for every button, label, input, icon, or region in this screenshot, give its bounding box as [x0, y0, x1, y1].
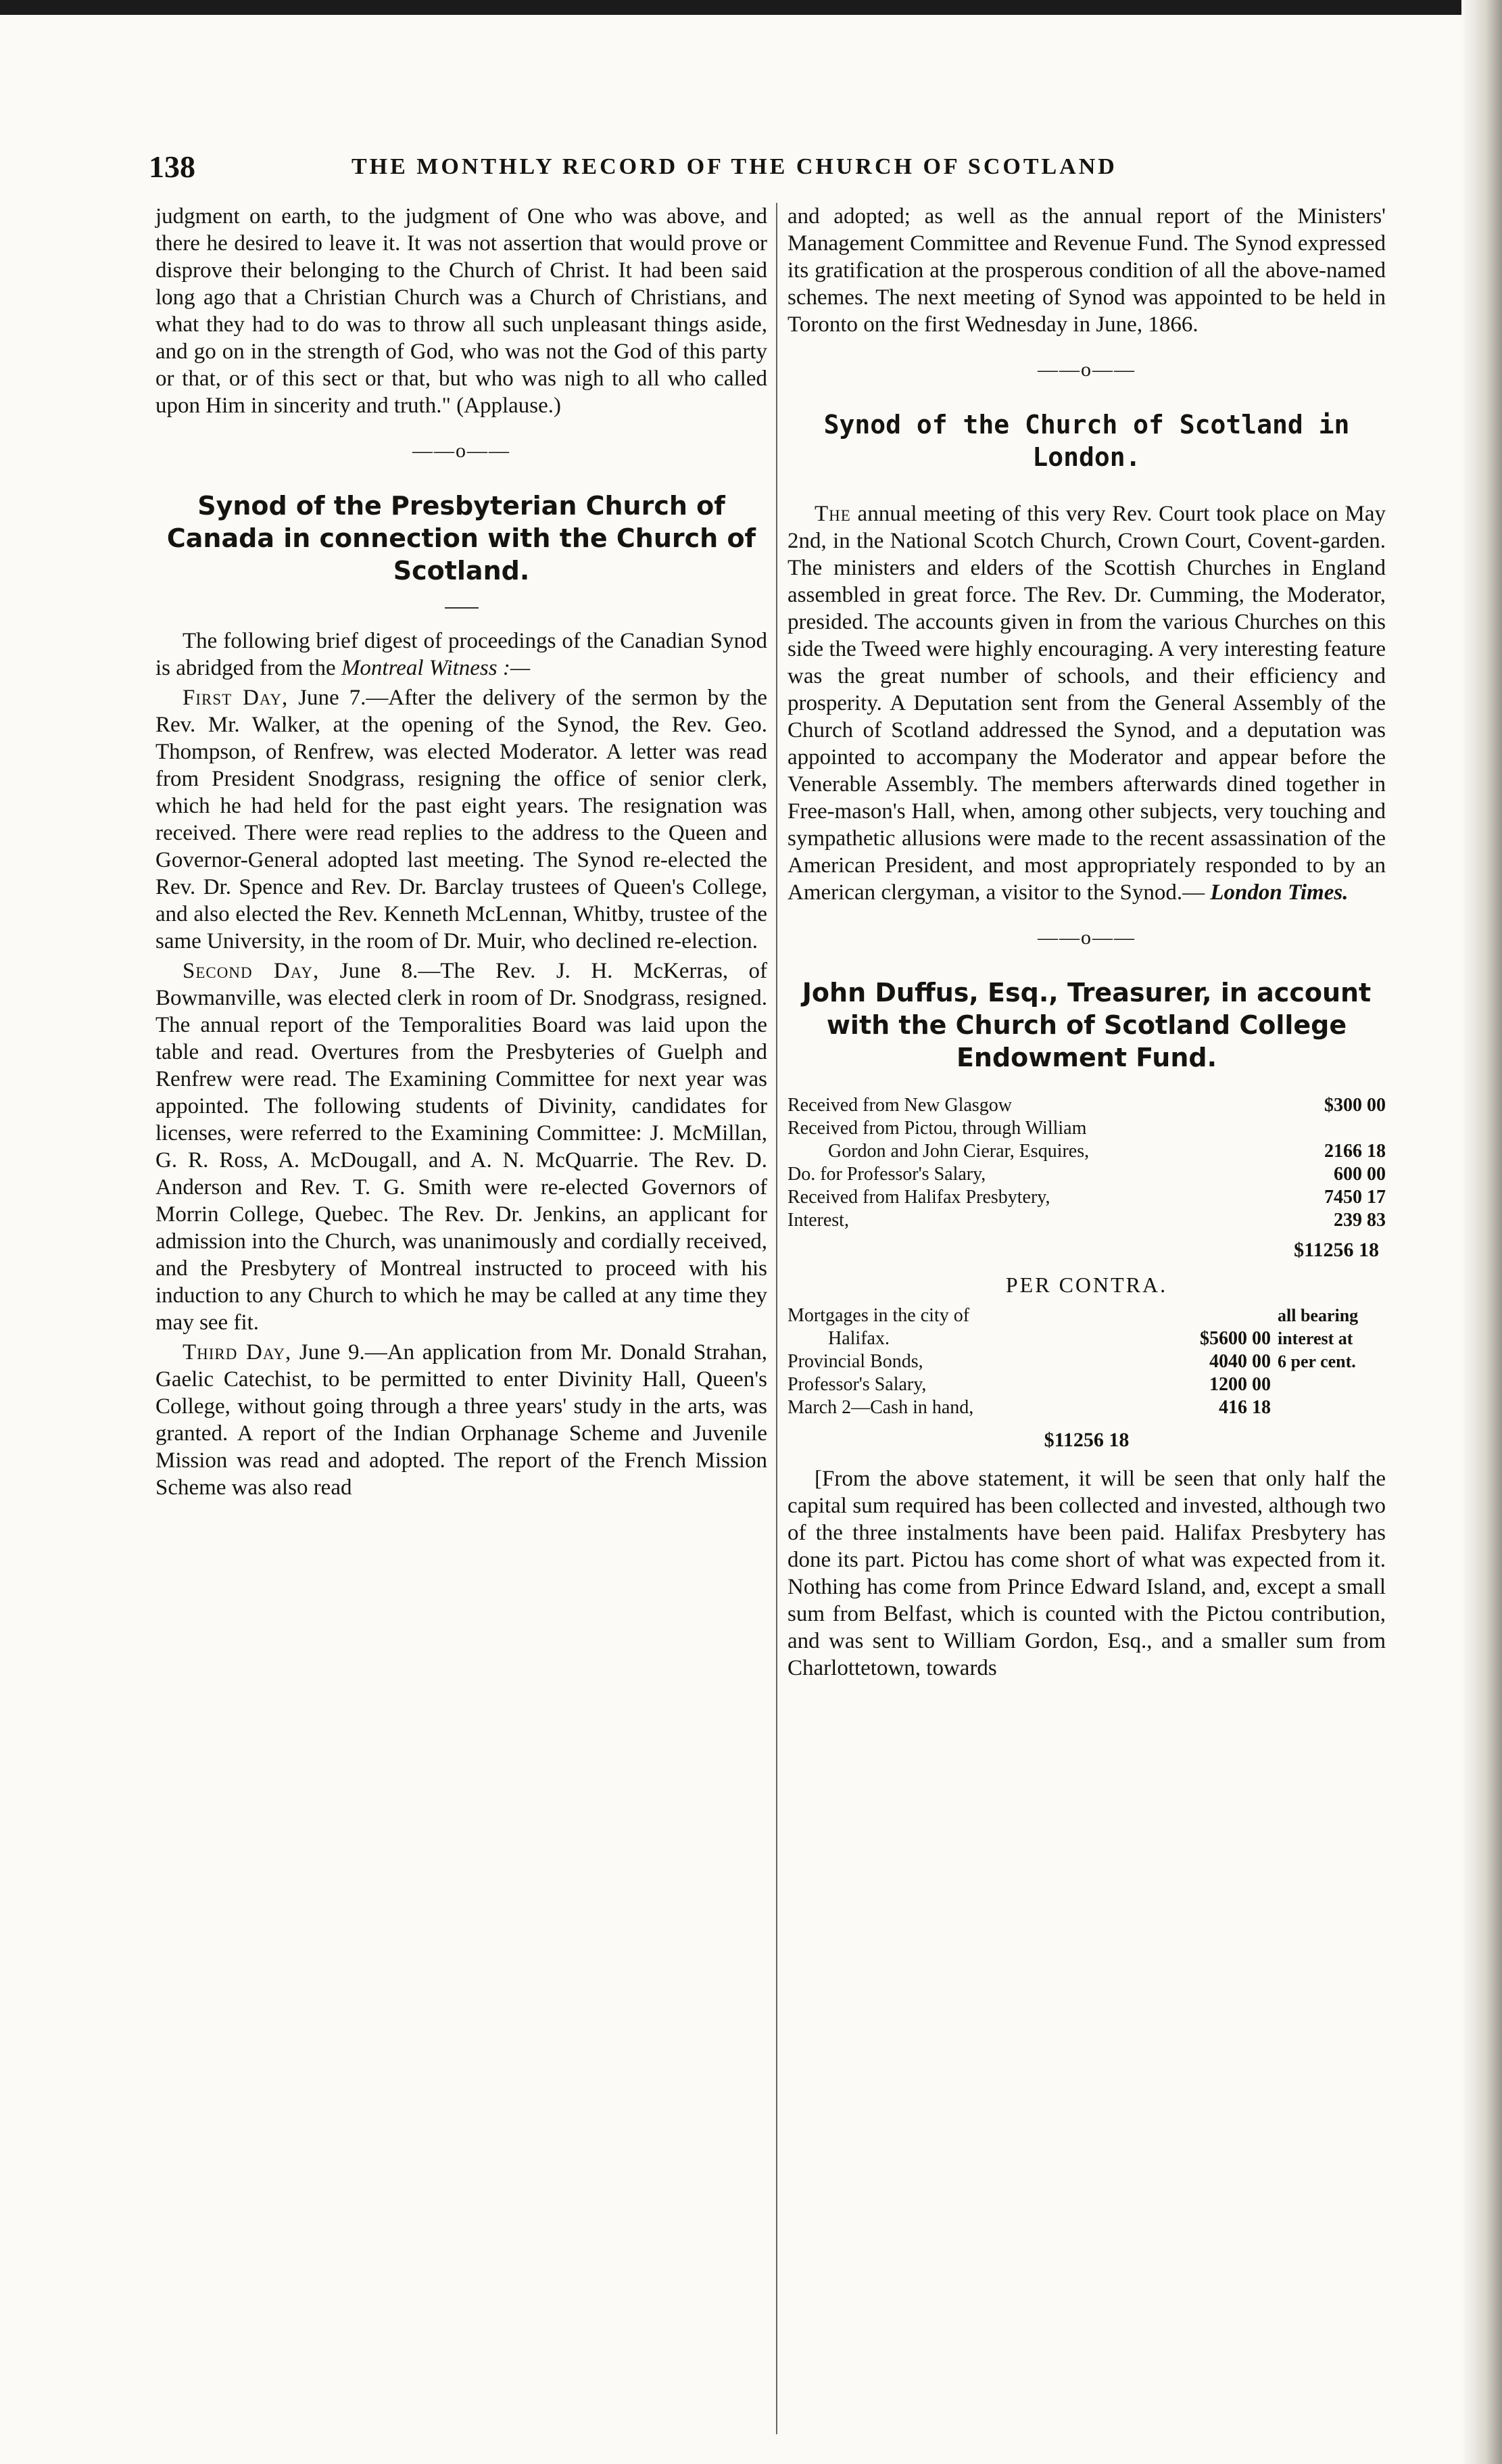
payment-note: interest at: [1278, 1329, 1353, 1348]
day3-paragraph: [155, 1339, 767, 1501]
right-column: [788, 203, 1386, 1684]
table-row: [788, 1117, 1386, 1140]
receipts-total: $11256 18: [1294, 1239, 1379, 1261]
payment-note: [1271, 1373, 1386, 1396]
receipt-label: Received from New Glasgow: [788, 1095, 1013, 1116]
section-heading-duffus-account: John Duffus, Esq., Treasurer, in account with the Church of Scotland College Endowment Fund.: [802, 978, 1372, 1072]
table-row: [788, 1209, 1386, 1232]
separator: ——o——: [1038, 358, 1136, 381]
receipt-label: Received from Pictou, through William: [788, 1118, 1087, 1139]
payment-amount: 416 18: [1219, 1397, 1271, 1418]
payment-amount: [1156, 1304, 1271, 1327]
section-heading-london-synod: Synod of the Church of Scotland in London.: [823, 410, 1350, 472]
receipt-amount: $300 00: [1324, 1095, 1386, 1116]
table-row: [788, 1327, 1386, 1350]
day3-text: June 9.—An application from Mr. Donald Strahan, Gaelic Catechist, to be permitted to enter Divinity Hall, Queen's College, without going through a three years' study in the arts, was granted. A report of the Indian Orphanage Scheme and Juvenile Mission was read and adopted. The report of the French Mission Scheme was also read: [155, 1340, 767, 1500]
table-row: [788, 1186, 1386, 1209]
receipt-label: Do. for Professor's Salary,: [788, 1164, 986, 1185]
receipt-label: Received from Halifax Presbytery,: [788, 1187, 1050, 1208]
running-title: THE MONTHLY RECORD OF THE CHURCH OF SCOTLAND: [352, 154, 1117, 179]
column-rule: [776, 203, 777, 2434]
day1-paragraph: [155, 684, 767, 955]
day1-label: First Day,: [183, 686, 289, 710]
table-row: [788, 1140, 1386, 1163]
payments-total: $11256 18: [1044, 1429, 1130, 1451]
receipt-amount: 2166 18: [1324, 1141, 1386, 1162]
left-column: [155, 203, 767, 1504]
table-row: [788, 1396, 1386, 1419]
payment-amount: 4040 00: [1209, 1351, 1271, 1372]
day1-text: June 7.—After the delivery of the sermon by the Rev. Mr. Walker, at the opening of the Synod, the Rev. Geo. Thompson, of Renfrew, was elected Moderator. A letter was read from President Snodgrass, resigning the office of senior clerk, which he had held for the past eight years. The resignation was received. There were read replies to the address to the Queen and Governor-General adopted last meeting. The Synod re-elected the Rev. Dr. Spence and Rev. Dr. Barclay trustees of Queen's College, and also elected the Rev. Kenneth McLennan, Whitby, trustee of the same University, in the room of Dr. Muir, who declined re-election.: [155, 686, 767, 953]
london-paragraph: [788, 500, 1386, 906]
receipt-amount: [1271, 1117, 1386, 1140]
payment-note: [1271, 1396, 1386, 1419]
digest-source: Montreal Witness :—: [341, 656, 531, 680]
intro-paragraph: judgment on earth, to the judgment of One who was above, and there he desired to leave it. It was not assertion that would prove or disprove their belonging to the Church of Christ. It had been said long ago that a Christian Church was a Church of Christians, and what they had to do was to throw all such unpleasant things aside, and go on in the strength of God, who was not the God of this party or that, or of this sect or that, but who was nigh to all who called upon Him in sincerity and truth." (Applause.): [155, 204, 767, 418]
table-row: [788, 1163, 1386, 1186]
receipt-amount: 600 00: [1334, 1164, 1386, 1185]
payment-label: Mortgages in the city of: [788, 1305, 970, 1326]
receipts-table: [788, 1094, 1386, 1232]
page-number: 138: [149, 149, 195, 184]
per-contra-heading: PER CONTRA.: [1005, 1273, 1168, 1297]
payment-label: Provincial Bonds,: [788, 1351, 923, 1372]
payment-label: Halifax.: [828, 1328, 890, 1349]
day3-label: Third Day,: [183, 1340, 292, 1365]
payment-note: all bearing: [1278, 1306, 1359, 1325]
table-row: [788, 1094, 1386, 1117]
day2-text: June 8.—The Rev. J. H. McKerras, of Bowmanville, was elected clerk in room of Dr. Snodgrass, resigned. The annual report of the Temporalities Board was laid upon the table and read. Overtures from the Presbyteries of Guelph and Renfrew were read. The Examining Committee for next year was appointed. The following students of Divinity, candidates for licenses, were referred to the Examining Committee: J. McMillan, G. R. Ross, A. McDougall, and A. N. McQuarrie. The Rev. D. Anderson and Rev. T. G. Smith were re-elected Governors of Morrin College, Quebec. The Rev. Dr. Jenkins, an applicant for admission into the Church, was unanimously and cordially received, and the Presbytery of Montreal instructed to proceed with his induction to any Church to which he may be called at any time they may see fit.: [155, 959, 768, 1335]
receipt-amount: 239 83: [1334, 1210, 1386, 1231]
top-border-line: [0, 0, 1502, 15]
london-lead: The: [815, 502, 851, 526]
payment-note: 6 per cent.: [1278, 1352, 1356, 1371]
heading-rule: [445, 607, 479, 609]
closing-paragraph: [From the above statement, it will be seen that only half the capital sum required has been collected and invested, although two of the three instalments have been paid. Halifax Presbytery has done its part. Pictou has come short of what was expected from it. Nothing has come from Prince Edward Island, and, except a small sum from Belfast, which is counted with the Pictou contribution, and was sent to William Gordon, Esq., and a smaller sum from Charlottetown, towards: [788, 1467, 1386, 1680]
digest-paragraph: [155, 627, 767, 682]
london-text: annual meeting of this very Rev. Court took place on May 2nd, in the National Scotch Church, Crown Court, Covent-garden. The ministers and elders of the Scottish Churches in England assembled in great force. The Rev. Dr. Cumming, the Moderator, presided. The accounts given in from the various Churches on this side the Tweed were highly encouraging. A very interesting feature was the great number of schools, and their efficiency and prosperity. A Deputation sent from the General Assembly of the Church of Scotland addressed the Synod, and a deputation was appointed to accompany the Moderator and appear before the Venerable Assembly. The members afterwards dined together in Free-mason's Hall, when, among other subjects, very touching and sympathetic allusions were made to the recent assassination of the American President, and most appropriately responded to by an American clergyman, a visitor to the Synod.—: [788, 502, 1386, 905]
payment-label: Professor's Salary,: [788, 1374, 927, 1395]
payments-table: [788, 1304, 1386, 1419]
section-heading-canada-synod: Synod of the Presbyterian Church of Canada in connection with the Church of Scotland.: [166, 491, 756, 586]
table-row: [788, 1350, 1386, 1373]
receipt-label: Interest,: [788, 1210, 849, 1231]
continuation-paragraph: and adopted; as well as the annual report of the Ministers' Management Committee and Revenue Fund. The Synod expressed its gratification at the prosperous condition of all the above-named schemes. The next meeting of Synod was appointed to be held in Toronto on the first Wednesday in June, 1866.: [788, 204, 1386, 337]
table-row: [788, 1373, 1386, 1396]
payment-label: March 2—Cash in hand,: [788, 1397, 974, 1418]
payment-amount: 1200 00: [1209, 1374, 1271, 1395]
payment-amount: $5600 00: [1200, 1328, 1271, 1349]
day2-label: Second Day,: [183, 959, 320, 983]
page-spine-shadow: [1461, 0, 1502, 2464]
table-row: [788, 1304, 1386, 1327]
london-source: London Times.: [1210, 880, 1349, 905]
digest-text: The following brief digest of proceedings of the Canadian Synod is abridged from the: [155, 629, 767, 680]
running-header: [149, 149, 1257, 189]
day2-paragraph: [155, 957, 767, 1336]
separator: ——o——: [412, 440, 510, 462]
separator: ——o——: [1038, 926, 1136, 949]
receipt-label: Gordon and John Cierar, Esquires,: [828, 1141, 1090, 1162]
receipt-amount: 7450 17: [1324, 1187, 1386, 1208]
